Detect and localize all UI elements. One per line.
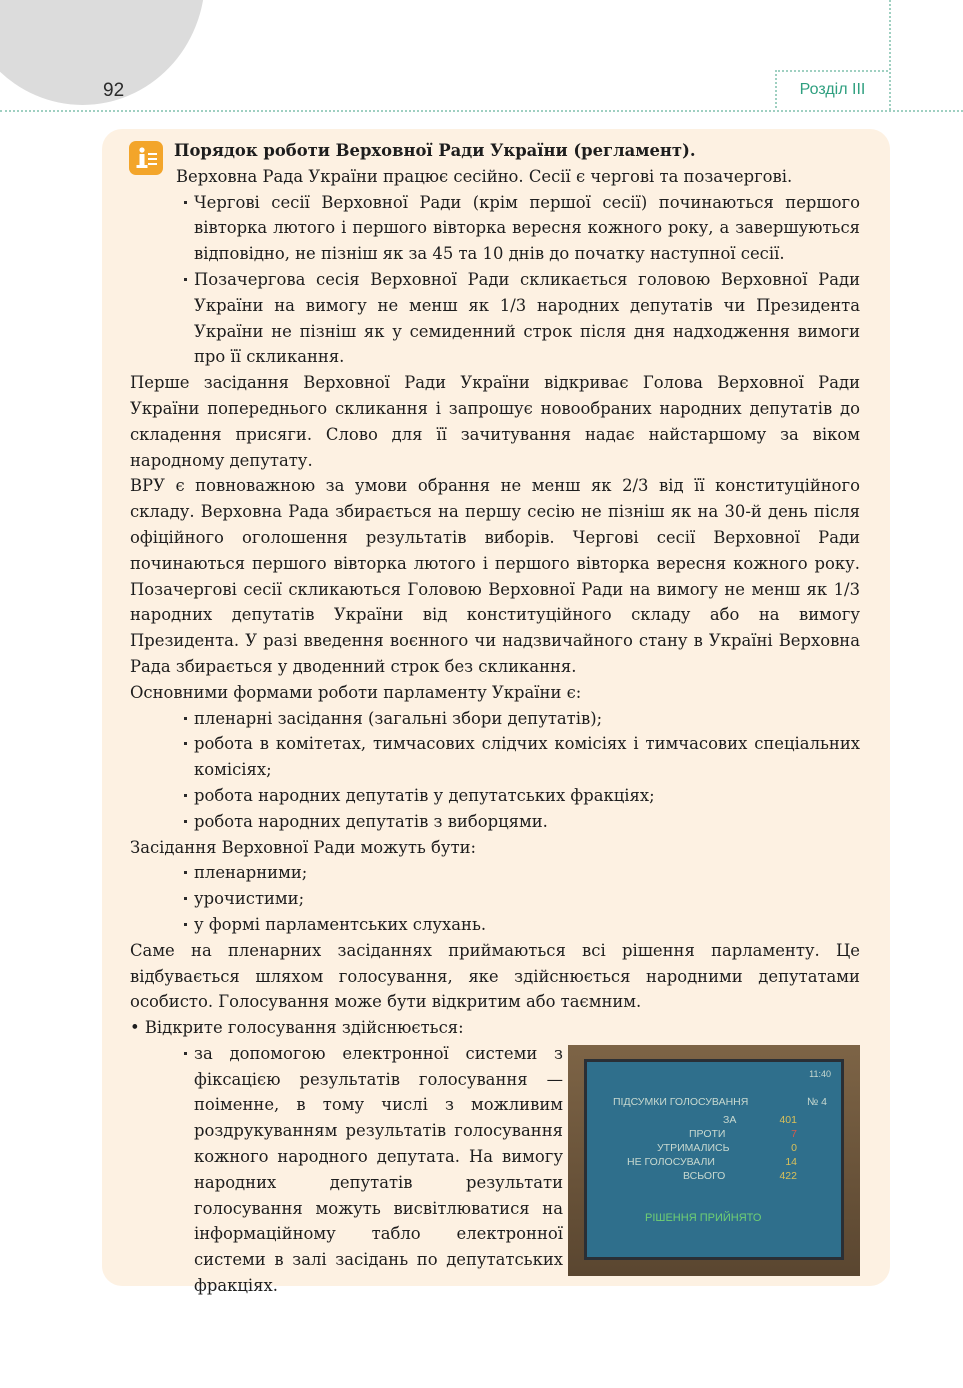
board-row-label: ВСЬОГО [683,1169,726,1182]
board-row-value: 401 [779,1113,797,1126]
open-vote-item: за допомогою електронної системи з фіксацією результатів голосування — поіменне, в тому числі з можливим роздрукуванням результатів голосування кожного народного депутата. На вимогу народних депутатів результати голосування можуть висвітлюватися на інформаційному табло електронної системи в залі засідань по депутатських фракціях. [130,1041,563,1299]
form-item: робота народних депутатів з виборцями. [130,809,860,835]
session-item-extraordinary: Позачергова сесія Верховної Ради скликається головою Верховної Ради України на вимогу не менш як 1/3 народних депутатів чи Президента України не пізніш як у семиденний строк після дня надходження вимоги про її скликання. [130,267,860,370]
board-row [647,1142,797,1155]
board-row [647,1128,797,1141]
board-row-label: УТРИМАЛИСЬ [657,1141,730,1154]
first-session-paragraph: Перше засідання Верховної Ради України відкриває Голова Верховної Ради України попереднього скликання і запрошує новообраних народних депутатів до складення присяги. Слово для її зачитування надає найстаршому за віком народному депутату. [130,373,860,470]
board-time: 11:40 [809,1068,831,1079]
main-text [130,138,860,1299]
sitting-item: пленарними; [130,860,860,886]
form-item: робота народних депутатів у депутатських фракціях; [130,783,860,809]
board-row [627,1156,797,1169]
open-vote-intro: • Відкрите голосування здійснюється: [130,1018,464,1038]
page-number: 92 [103,80,125,101]
sitting-item: урочистими; [130,886,860,912]
sitting-item: у формі парламентських слухань. [130,912,860,938]
forms-intro: Основними формами роботи парламенту України є: [130,682,582,702]
board-title: ПІДСУМКИ ГОЛОСУВАННЯ [613,1095,749,1108]
intro-paragraph: Верховна Рада України працює сесійно. Сесії є чергові та позачергові. [176,166,793,186]
section-label: Розділ ІІІ [775,70,888,108]
section-heading: Порядок роботи Верховної Ради України (регламент). [174,141,696,160]
board-row-label: НЕ ГОЛОСУВАЛИ [627,1155,715,1168]
board-row [647,1114,797,1127]
open-vote-block [130,1041,860,1299]
board-row-label: ПРОТИ [689,1127,726,1140]
vru-paragraph: ВРУ є повноважною за умови обрання не менш як 2/3 від її конституційного складу. Верховна Рада збирається на першу сесію не пізніш як на 30-й день після офіційного оголошення результатів виборів. Чергові сесії Верховної Ради починаються першого вівторка лютого і першого вівторка вересня кожного року. Позачергові сесії скликаються Головою Верховної Ради на вимогу не менш як 1/3 народних депутатів України від конституційного складу або на вимогу Президента. У разі введення воєнного чи надзвичайного стану в Україні Верховна Рада збирається у дводенний строк без скликання. [130,476,860,676]
margin-divider [889,0,891,110]
session-item-regular: Чергові сесії Верховної Ради (крім першої сесії) починаються першого вівторка лютого і першого вівторка вересня кожного року, а завершуються відповідно, не пізніш як за 45 та 10 днів до початку наступної сесії. [130,190,860,267]
board-decision: РІШЕННЯ ПРИЙНЯТО [645,1211,762,1224]
board-row [647,1170,797,1183]
board-number: № 4 [806,1095,827,1108]
sittings-intro: Засідання Верховної Ради можуть бути: [130,837,477,857]
form-item: пленарні засідання (загальні збори депутатів); [130,706,860,732]
board-row-value: 0 [791,1141,797,1154]
board-row-label: ЗА [723,1113,737,1126]
vote-board-screen [584,1059,844,1260]
board-row-value: 7 [791,1127,797,1140]
open-vote-text [130,1041,563,1299]
plenary-paragraph: Саме на пленарних засіданнях приймаються всі рішення парламенту. Це відбувається шляхом голосування, яке здійснюється народними депутатами особисто. Голосування може бути відкритим або таємним. [130,940,860,1012]
form-item: робота в комітетах, тимчасових слідчих комісіях і тимчасових спеціальних комісіях; [130,731,860,783]
header-divider [0,110,963,112]
board-row-value: 422 [779,1169,797,1182]
vote-board-photo [568,1045,860,1276]
board-row-value: 14 [785,1155,797,1168]
